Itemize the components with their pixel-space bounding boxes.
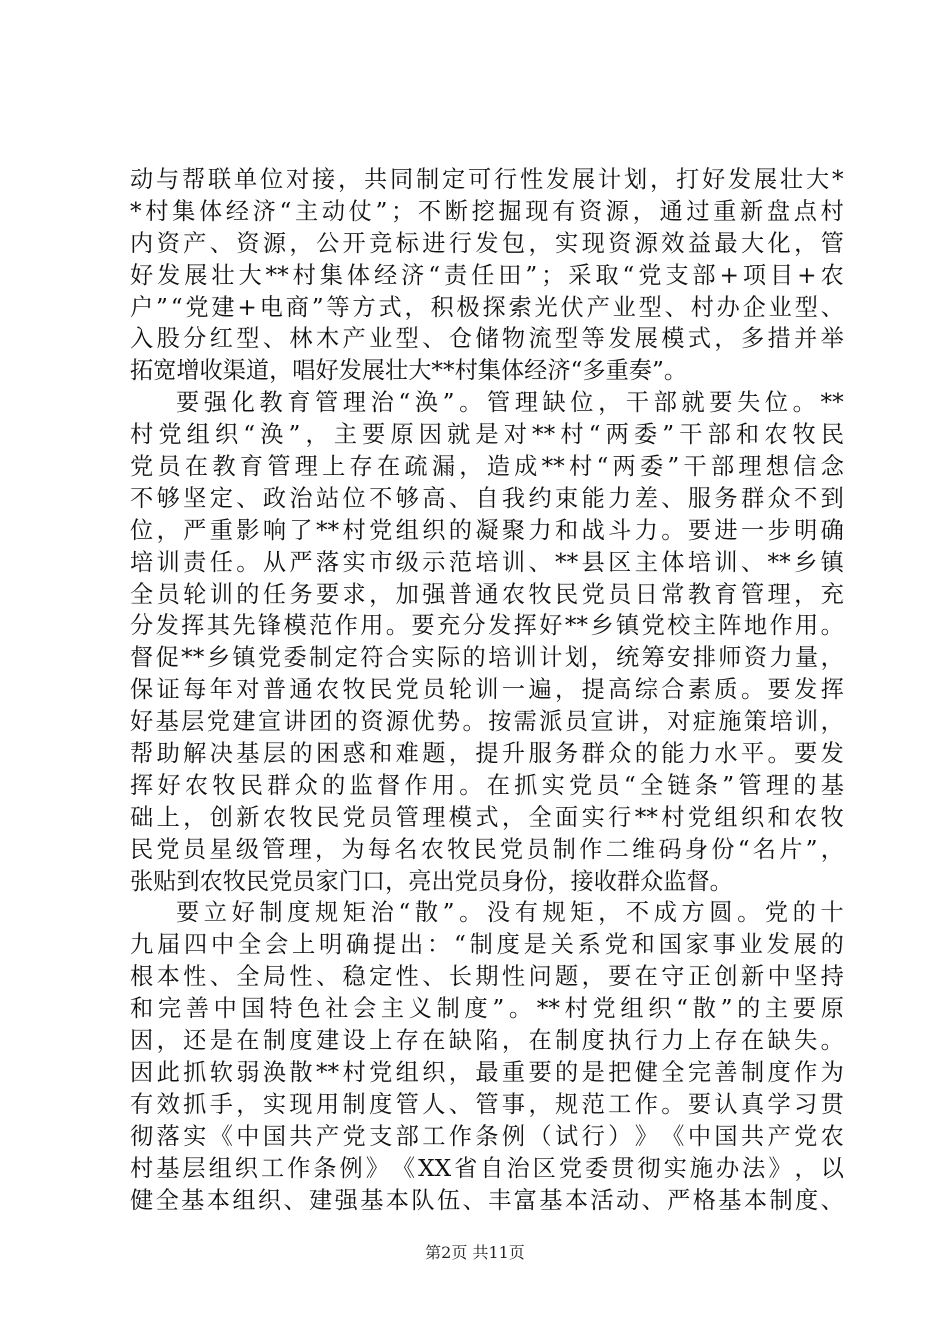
text-line: 因 此 抓 软 弱 涣 散 ** 村 党 组 织 ， 最 重 要 的 是 把 健 全 完 善 制 度 作 为 <box>130 1058 844 1086</box>
text-line: 动 与 帮 联 单 位 对 接 ， 共 同 制 定 可 行 性 发 展 计 划 ， 打 好 发 展 壮 大 * <box>130 166 844 193</box>
page-footer: 第2页 共11页 <box>425 1243 525 1262</box>
text-line: 要 立 好 制 度 规 矩 治 “ 散 ” 。 没 有 规 矩 ， 不 成 方 圆 。 党 的 十 <box>176 899 844 927</box>
text-line: 保 证 每 年 对 普 通 农 牧 民 党 员 轮 训 一 遍 ， 提 高 综 合 素 质 。 要 发 挥 <box>130 676 844 704</box>
text-line: 因 ， 还 是 在 制 度 建 设 上 存 在 缺 陷 ， 在 制 度 执 行 力 上 存 在 缺 失 。 <box>130 1027 844 1055</box>
text-line: 张贴到农牧民党员家门口，亮出党员身份，接收群众监督。 <box>130 867 733 895</box>
text-line: 户 ” “ 党 建 + 电 商 ” 等 方 式 ， 积 极 探 索 光 伏 产 业 型 、 村 办 企 业 型 、 <box>130 293 844 321</box>
text-line: 入 股 分 红 型 、 林 木 产 业 型 、 仓 储 物 流 型 等 发 展 模 式 ， 多 措 并 举 <box>130 325 844 353</box>
text-line: 根 本 性 、 全 局 性 、 稳 定 性 、 长 期 性 问 题 ， 要 在 守 正 创 新 中 坚 持 <box>130 963 844 991</box>
body-text <box>130 164 844 1216</box>
text-line: 要 强 化 教 育 管 理 治 “ 涣 ” 。 管 理 缺 位 ， 干 部 就 要 失 位 。 ** <box>176 389 844 417</box>
text-line: 位 ， 严 重 影 响 了 ** 村 党 组 织 的 凝 聚 力 和 战 斗 力 。 要 进 一 步 明 确 <box>130 516 844 544</box>
text-line: 彻 落 实 《 中 国 共 产 党 支 部 工 作 条 例 （ 试 行 ） 》 《 中 国 共 产 党 农 <box>130 1122 844 1150</box>
text-line: 拓宽增收渠道，唱好发展壮大**村集体经济“多重奏”。 <box>130 357 688 385</box>
text-line: 好 发 展 壮 大 ** 村 集 体 经 济 “ 责 任 田 ” ； 采 取 “ 党 支 部 + 项 目 + 农 <box>130 261 844 289</box>
text-line: 党 员 在 教 育 管 理 上 存 在 疏 漏 ， 造 成 ** 村 “ 两 委 ” 干 部 理 想 信 念 <box>130 453 844 481</box>
text-line: 挥 好 农 牧 民 群 众 的 监 督 作 用 。 在 抓 实 党 员 “ 全 链 条 ” 管 理 的 基 <box>130 771 844 799</box>
text-line: 帮 助 解 决 基 层 的 困 惑 和 难 题 ， 提 升 服 务 群 众 的 能 力 水 平 。 要 发 <box>130 740 844 768</box>
text-line: 础 上 ， 创 新 农 牧 民 党 员 管 理 模 式 ， 全 面 实 行 ** 村 党 组 织 和 农 牧 <box>130 803 844 831</box>
text-line: 健 全 基 本 组 织 、 建 强 基 本 队 伍 、 丰 富 基 本 活 动 、 严 格 基 本 制 度 、 <box>130 1186 844 1214</box>
text-line: 督 促 ** 乡 镇 党 委 制 定 符 合 实 际 的 培 训 计 划 ， 统 筹 安 排 师 资 力 量 ， <box>130 644 844 672</box>
text-line: 分 发 挥 其 先 锋 模 范 作 用 。 要 充 分 发 挥 好 ** 乡 镇 党 校 主 阵 地 作 用 。 <box>130 612 844 640</box>
text-line: 培 训 责 任 。 从 严 落 实 市 级 示 范 培 训 、 ** 县 区 主 体 培 训 、 ** 乡 镇 <box>130 548 844 576</box>
text-line: 村 基 层 组 织 工 作 条 例 》 《 XX 省 自 治 区 党 委 贯 彻 实 施 办 法 》 ， 以 <box>130 1154 844 1182</box>
text-line: 和 完 善 中 国 特 色 社 会 主 义 制 度 ” 。 ** 村 党 组 织 “ 散 ” 的 主 要 原 <box>130 995 844 1023</box>
text-line: 九 届 四 中 全 会 上 明 确 提 出 ： “ 制 度 是 关 系 党 和 国 家 事 业 发 展 的 <box>130 931 844 959</box>
text-line: 有 效 抓 手 ， 实 现 用 制 度 管 人 、 管 事 ， 规 范 工 作 。 要 认 真 学 习 贯 <box>130 1090 844 1118</box>
text-line: 内 资 产 、 资 源 ， 公 开 竞 标 进 行 发 包 ， 实 现 资 源 效 益 最 大 化 ， 管 <box>130 229 844 257</box>
text-line: 不 够 坚 定 、 政 治 站 位 不 够 高 、 自 我 约 束 能 力 差 、 服 务 群 众 不 到 <box>130 484 844 512</box>
text-line: 村 党 组 织 “ 涣 ” ， 主 要 原 因 就 是 对 ** 村 “ 两 委 ” 干 部 和 农 牧 民 <box>130 421 844 449</box>
text-line: 好 基 层 党 建 宣 讲 团 的 资 源 优 势 。 按 需 派 员 宣 讲 ， 对 症 施 策 培 训 ， <box>130 708 844 736</box>
text-line: 民 党 员 星 级 管 理 ， 为 每 名 农 牧 民 党 员 制 作 二 维 码 身 份 “ 名 片 ” ， <box>130 835 844 863</box>
text-line: 全 员 轮 训 的 任 务 要 求 ， 加 强 普 通 农 牧 民 党 员 日 常 教 育 管 理 ， 充 <box>130 580 844 608</box>
text-line: * 村 集 体 经 济 “ 主 动 仗 ” ； 不 断 挖 掘 现 有 资 源 ， 通 过 重 新 盘 点 村 <box>130 197 844 225</box>
